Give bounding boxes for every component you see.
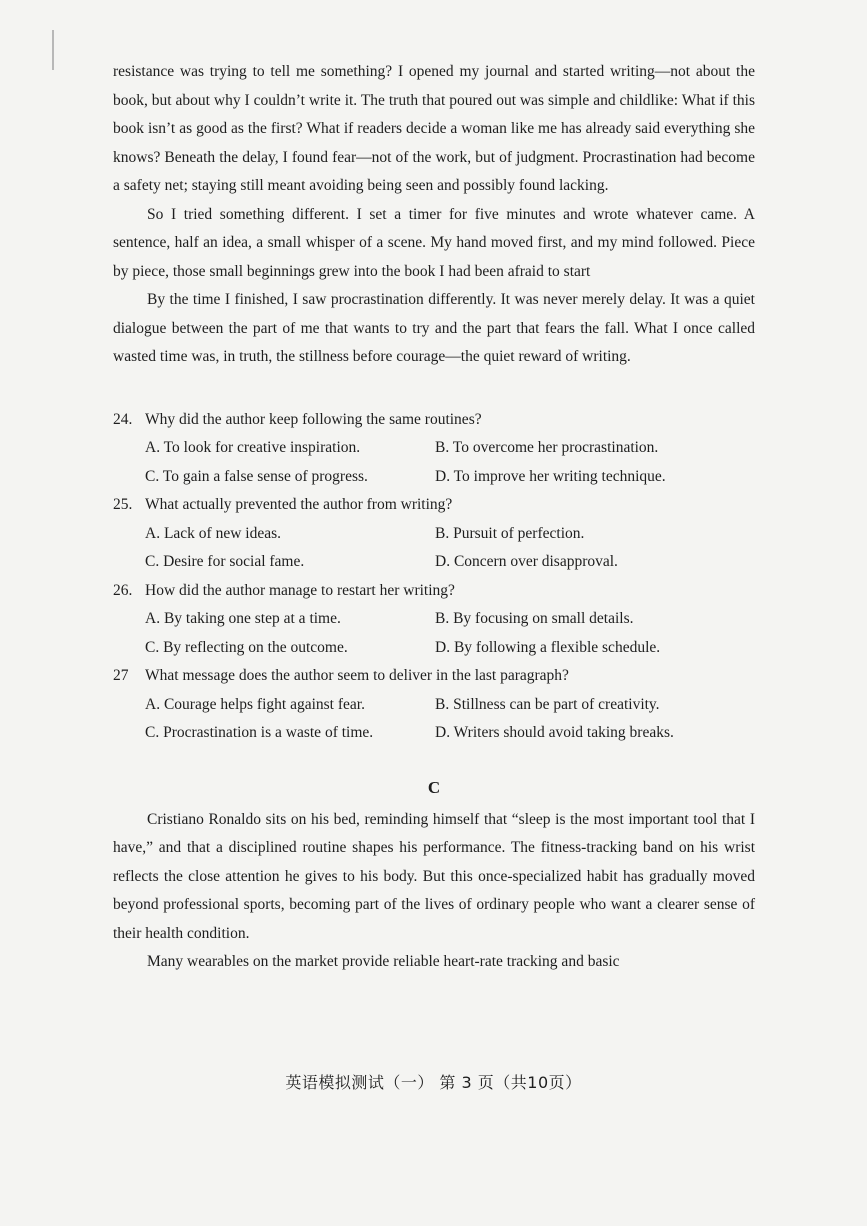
option-d: D. Concern over disapproval. xyxy=(435,553,618,570)
question-stem: What message does the author seem to deliver in the last paragraph? xyxy=(145,667,569,684)
question-stem: What actually prevented the author from writing? xyxy=(145,496,453,513)
scan-edge-mark xyxy=(52,30,54,70)
option-a: A. Lack of new ideas. xyxy=(145,524,282,542)
question-stem: Why did the author keep following the same routines? xyxy=(145,410,482,428)
option-b: B. Pursuit of perfection. xyxy=(435,524,585,542)
question-26 xyxy=(113,577,755,663)
option-c: C. To gain a false sense of progress. xyxy=(145,467,368,485)
option-b: B. Stillness can be part of creativity. xyxy=(435,695,660,713)
question-24 xyxy=(113,406,755,492)
section-c-title: C xyxy=(427,777,441,797)
option-d: D. By following a flexible schedule. xyxy=(435,638,661,656)
option-b: B. To overcome her procrastination. xyxy=(435,439,659,456)
option-a: A. Courage helps fight against fear. xyxy=(145,695,365,713)
option-d: D. To improve her writing technique. xyxy=(435,467,666,485)
option-a: A. To look for creative inspiration. xyxy=(145,439,361,456)
question-27 xyxy=(113,662,755,748)
passage-c-text xyxy=(113,806,755,977)
question-stem: How did the author manage to restart her writing? xyxy=(145,581,455,599)
question-number: 24. xyxy=(113,410,133,428)
question-number: 27 xyxy=(113,667,129,684)
question-number: 25. xyxy=(113,496,133,513)
question-25 xyxy=(113,491,755,577)
option-c: C. Desire for social fame. xyxy=(145,553,305,570)
passage-c-paragraph-2: Many wearables on the market provide reliable heart-rate tracking and basic xyxy=(147,953,620,970)
page-footer: 英语模拟测试（一） 第 3 页（共10页） xyxy=(285,1073,582,1092)
option-a: A. By taking one step at a time. xyxy=(145,610,341,627)
option-c: C. By reflecting on the outcome. xyxy=(145,638,348,656)
passage-paragraph-3: By the time I finished, I saw procrastination differently. It was never merely delay. It was a quiet dialogue between the part of me that wants to try and the part that fears the fall. What I once called wasted time was, in truth, the stillness before courage—the quiet reward of writing. xyxy=(113,291,755,365)
passage-c-paragraph-1: Cristiano Ronaldo sits on his bed, reminding himself that “sleep is the most important tool that I have,” and that a disciplined routine shapes his performance. The fitness-tracking band on his wrist reflects the close attention he gives to his body. But this once-specialized habit has gradually moved beyond professional sports, becoming part of the lives of ordinary people who want a clearer sense of their health condition. xyxy=(113,810,755,942)
option-c: C. Procrastination is a waste of time. xyxy=(145,724,374,741)
passage-b-text xyxy=(113,58,755,372)
passage-paragraph-1: resistance was trying to tell me something? I opened my journal and started writing—not about the book, but about why I couldn’t write it. The truth that poured out was simple and childlike: What if this book isn’t as good as the first? What if readers decide a woman like me has already said everything she knows? Beneath the delay, I found fear—not of the work, but of judgment. Procrastination had become a safety net; staying still meant avoiding being seen and possibly found lacking. xyxy=(113,63,755,194)
option-b: B. By focusing on small details. xyxy=(435,610,634,627)
option-d: D. Writers should avoid taking breaks. xyxy=(435,724,674,741)
exam-page xyxy=(113,58,755,977)
passage-paragraph-2: So I tried something different. I set a timer for five minutes and wrote whatever came. A sentence, half an idea, a small whisper of a scene. My hand moved first, and my mind followed. Piece by piece, those small beginnings grew into the book I had been afraid to start xyxy=(113,205,755,280)
question-number: 26. xyxy=(113,581,133,599)
